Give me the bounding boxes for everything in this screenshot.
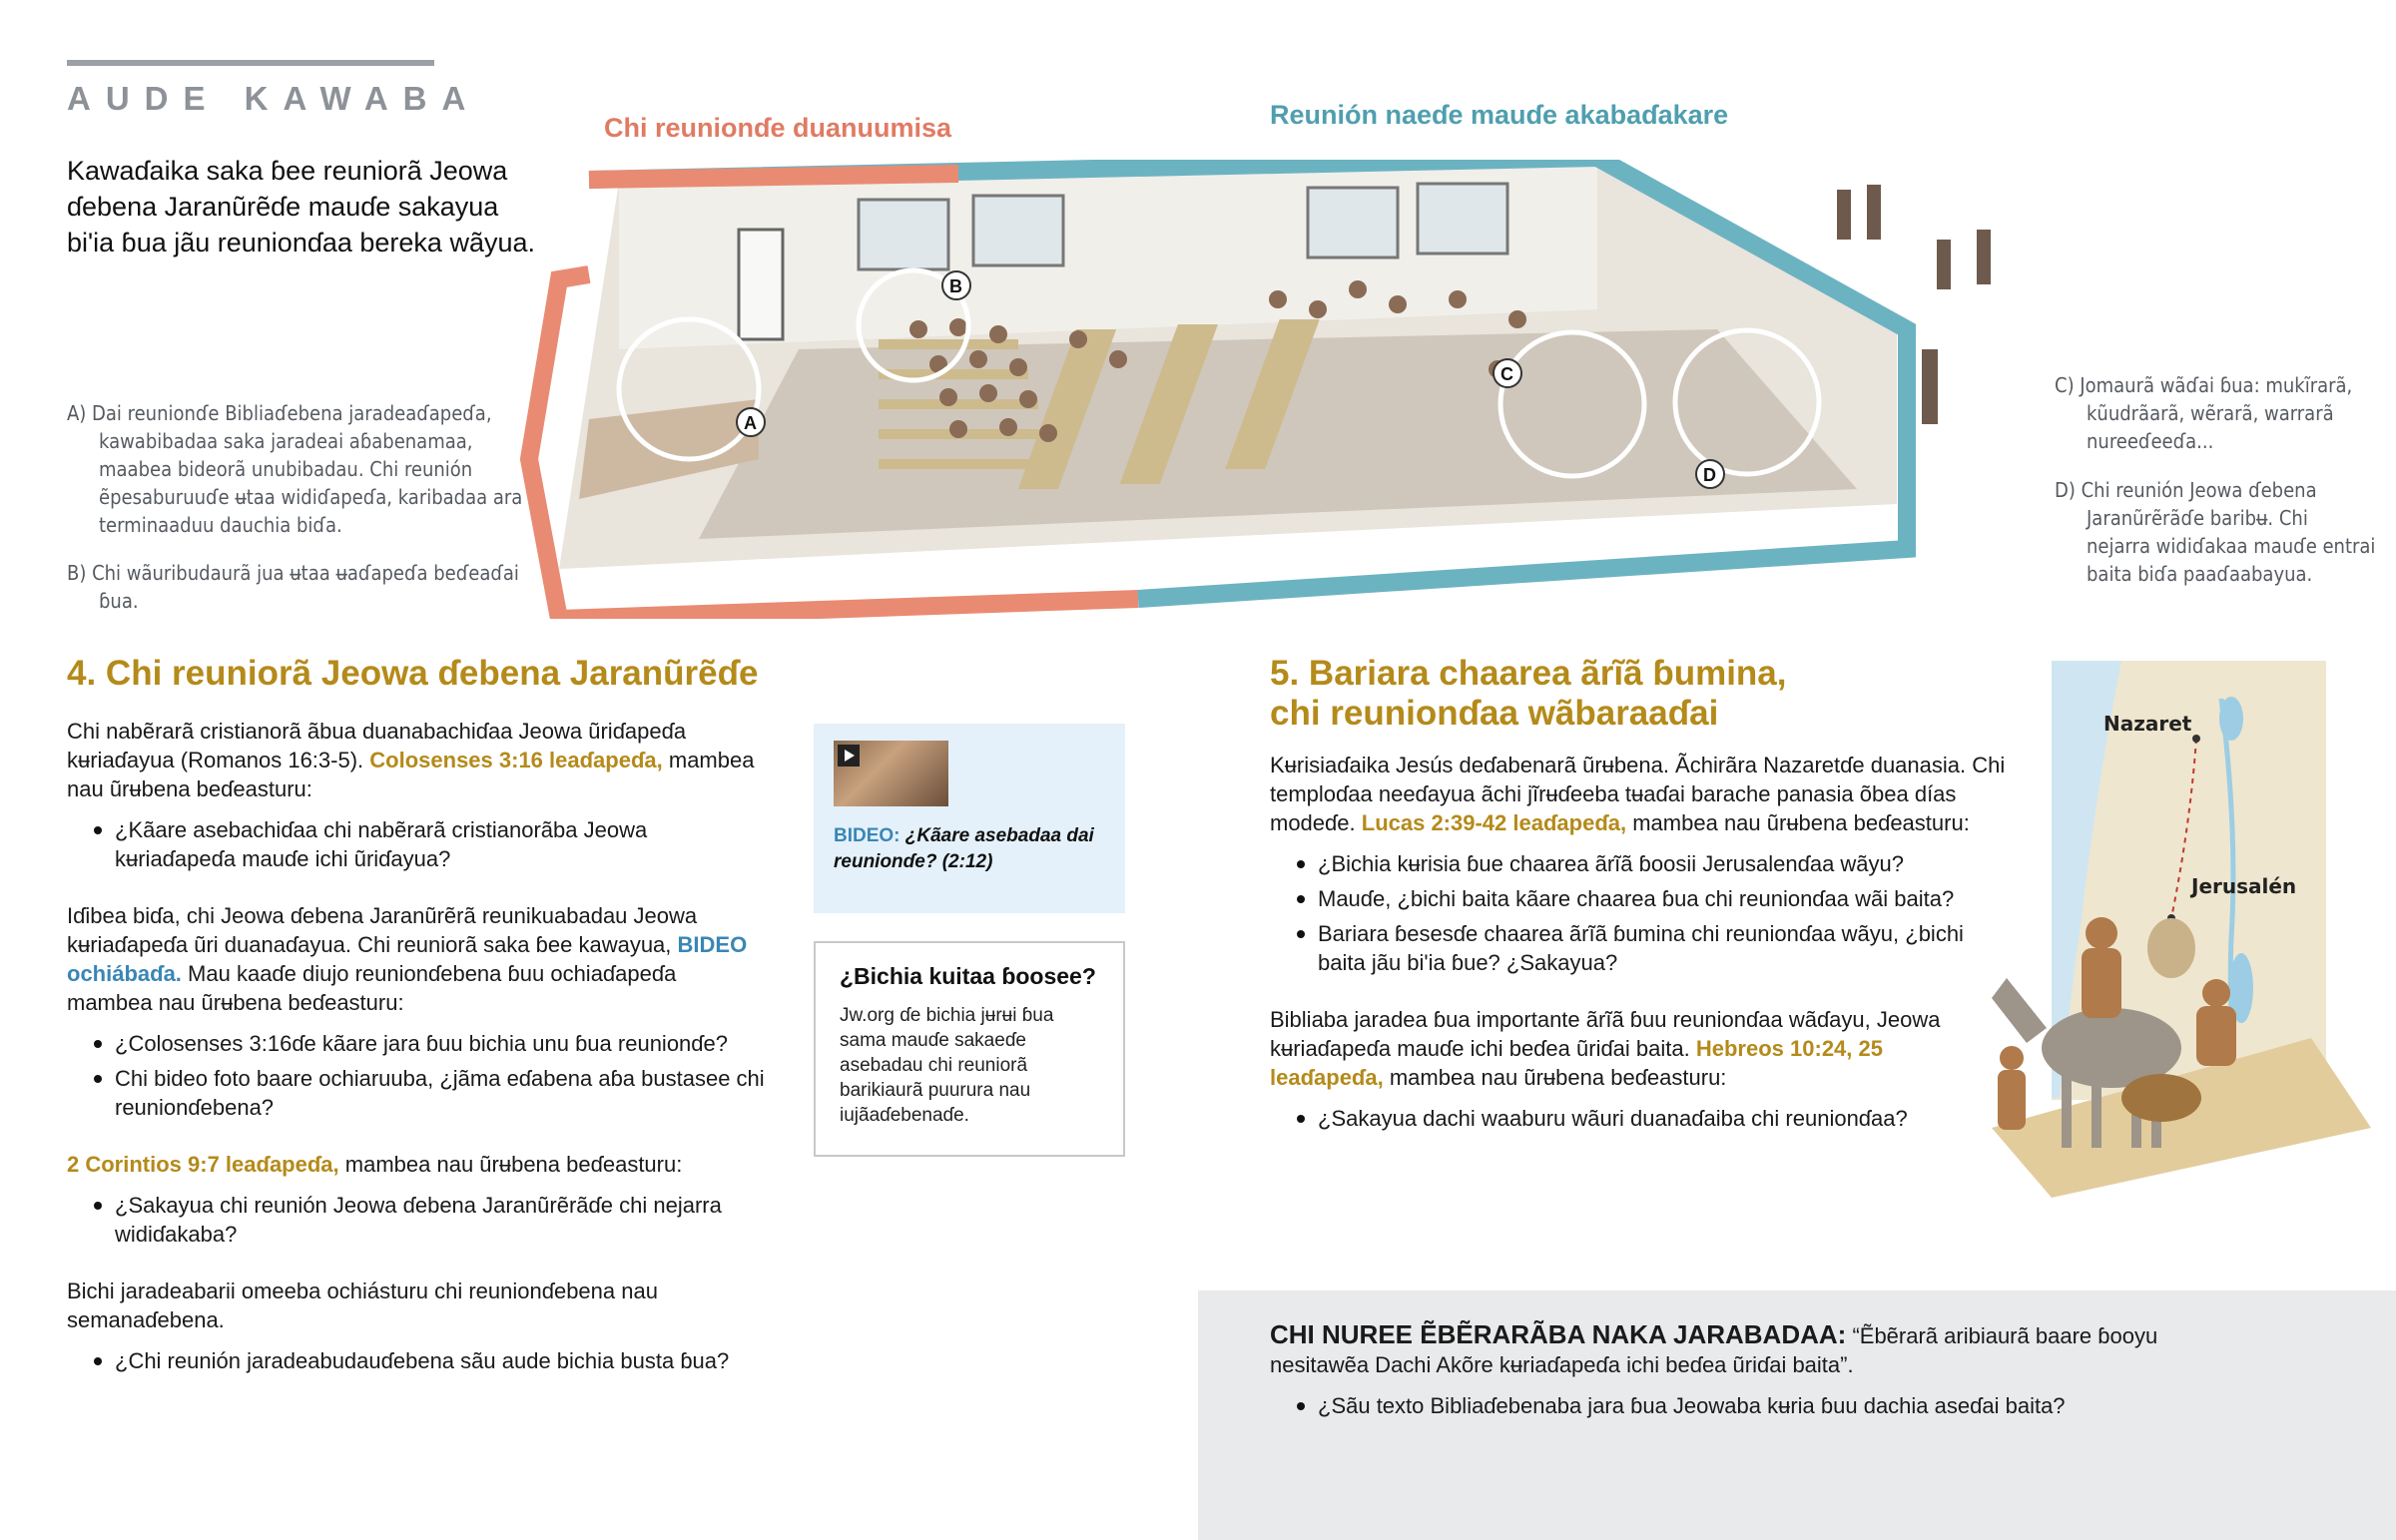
hall-caption-after: Reunión naeɗe mauɗe akabaɗakare <box>1270 100 1729 130</box>
question-item: Bariara ɓesesɗe chaarea ãrĩã ɓumina chi reunionɗaa wãyu, ¿bichi baita jãu bi'ia ɓue? ¿Sakayua? <box>1270 919 2009 977</box>
question-list <box>67 1191 766 1249</box>
map-label-jerusalen: Jerusalén <box>2191 874 2297 898</box>
paragraph-text: Iɗibea biɗa, chi Jeowa ɗebena Jaranũrẽrã reunikuabadau Jeowa kʉriaɗapeɗa ũri duanaɗayua. Chi reuniorã saka ɓee kawayua, <box>67 903 698 957</box>
map-lake <box>2219 697 2243 741</box>
section-5-paragraph-2 <box>1270 1005 1949 1092</box>
question-item: Mauɗe, ¿bichi baita kãare chaarea ɓua chi reunionɗaa wãi baita? <box>1270 884 2009 913</box>
svg-text:A: A <box>744 413 757 433</box>
basket <box>2121 1074 2201 1122</box>
research-box-title: ¿Bichia kuitaa ɓoosee? <box>840 963 1096 989</box>
kingdom-hall-illustration <box>519 160 2037 619</box>
question-item: ¿Sakayua dachi waaburu wãuri duanaɗaiba chi reunionɗaa? <box>1270 1104 1969 1133</box>
window <box>1418 184 1507 254</box>
section-4-paragraph-1 <box>67 717 766 803</box>
footer-panel <box>1198 1290 2396 1540</box>
question-list <box>1270 849 2009 977</box>
section-5-body <box>1270 751 2029 1139</box>
section-4-title: 4. Chi reuniorã Jeowa ɗebena Jaranũrẽɗe <box>67 654 759 693</box>
section-5-paragraph-1 <box>1270 751 2009 837</box>
question-item: ¿Colosenses 3:16ɗe kãare jara ɓuu bichia unu ɓua reunionɗe? <box>67 1029 766 1058</box>
video-box[interactable] <box>814 724 1125 913</box>
scripture-reference[interactable]: Hebreos 10:24, 25 leaɗapeɗa, <box>1270 1036 1883 1090</box>
paragraph-text: mambea nau ũrʉbena beɗeasturu: <box>67 748 755 801</box>
question-item: ¿Sakayua chi reunión Jeowa ɗebena Jaranũrẽrãɗe chi nejarra widiɗakaba? <box>67 1191 766 1249</box>
note-a: A) Dai reunionɗe Bibliaɗebena jaradeaɗapeɗa, kawabibadaa saka jaradeai aɓabenamaa, maabea bideorã unubibadau. Chi reunión ẽpesaburuuɗe ʉtaa widiɗapeɗa, karibadaa ara terminaaduu dauchia biɗa. <box>67 401 523 537</box>
video-caption <box>834 823 1113 875</box>
play-icon[interactable] <box>838 745 860 767</box>
question-item: ¿Chi reunión jaradeabudauɗebena sãu aude bichia busta ɓua? <box>67 1346 766 1375</box>
section-5-title <box>1270 654 1829 734</box>
scripture-reference[interactable]: 2 Corintios 9:7 leaɗapeɗa, <box>67 1152 339 1177</box>
paragraph-text: Chi nabẽrarã cristianorã ãbua duanabachiɗaa Jeowa ũriɗapeɗa kʉriaɗayua (Romanos 16:3-5). <box>67 719 687 772</box>
window <box>1308 188 1398 257</box>
video-label: BIDEO: <box>834 825 900 846</box>
note-d: D) Chi reunión Jeowa ɗebena Jaranũrẽrãɗe baribʉ. Chi nejarra widiɗakaa mauɗe entrai baita biɗa paaɗaabayua. <box>2055 478 2376 586</box>
window <box>973 196 1063 265</box>
map-illustration <box>1932 659 2386 1198</box>
footer-text <box>1270 1320 2168 1426</box>
hall-caption-before: Chi reunionɗe duanuumisa <box>604 113 952 143</box>
question-list <box>1270 1391 2168 1420</box>
section-5-title-line-1: 5. Bariara chaarea ãrĩã ɓumina, <box>1270 654 1787 693</box>
intro-text: Kawaɗaika saka ɓee reuniorã Jeowa ɗebena Jaranũrẽɗe mauɗe sakayua bi'ia ɓua jãu reunionɗaa bereka wãyua. <box>67 156 535 257</box>
scripture-reference[interactable]: Lucas 2:39-42 leaɗapeɗa, <box>1361 810 1627 835</box>
question-item: ¿Bichia kʉrisia ɓue chaarea ãrĩã ɓoosii Jerusalenɗaa wãyu? <box>1270 849 2009 878</box>
research-box <box>814 941 1125 1157</box>
section-label: AUDE KAWABA <box>67 80 481 117</box>
door <box>739 230 783 339</box>
question-list <box>67 1346 766 1375</box>
paragraph-text: mambea nau ũrʉbena beɗeasturu: <box>1632 810 1970 835</box>
footer-quote: “Ẽbẽrarã aribiaurã baare ɓooyu nesitawẽa Dachi Akõre kʉriaɗapeɗa ichi beɗea ũriɗai baita”. <box>1270 1323 2158 1377</box>
question-list <box>1270 1104 1969 1133</box>
footer-title: CHI NUREE ẼBẼRARÃBA NAKA JARABADAA: <box>1270 1319 1847 1349</box>
research-box-text: Jw.org ɗe bichia jʉrʉi ɓua sama mauɗe sakaeɗe asebadau chi reuniorã barikiaurã puurura nau iujãaɗebenaɗe. <box>840 1005 1054 1126</box>
section-4-paragraph-2 <box>67 901 766 1017</box>
note-b: B) Chi wãuribudaurã jua ʉtaa ʉaɗapeɗa beɗeaɗai ɓua. <box>67 561 519 613</box>
paragraph-text: Mau kaaɗe diujo reunionɗebena ɓuu ochiaɗapeɗa mambea nau ũrʉbena beɗeasturu: <box>67 961 677 1015</box>
section-5-title-line-2: chi reunionɗaa wãbaraaɗai <box>1270 694 1719 733</box>
question-item: ¿Kãare asebachiɗaa chi nabẽrarã cristianorãba Jeowa kʉriaɗapeɗa mauɗe ichi ũriɗayua? <box>67 815 766 873</box>
city-dot-nazaret <box>2192 735 2200 743</box>
scripture-reference[interactable]: Colosenses 3:16 leaɗapeɗa, <box>369 748 663 772</box>
section-4-paragraph-3 <box>67 1150 766 1179</box>
svg-text:B: B <box>949 276 962 296</box>
question-item: ¿Sãu texto Bibliaɗebenaba jara ɓua Jeowaba kʉria ɓuu dachia aseɗai baita? <box>1270 1391 2168 1420</box>
hall-frame-top-left <box>589 174 958 180</box>
map-label-nazaret: Nazaret <box>2103 712 2192 736</box>
video-thumbnail[interactable] <box>834 741 948 806</box>
paragraph-text: Bibliaba jaradea ɓua importante ãrĩã ɓuu reunionɗaa wãɗayu, Jeowa kʉriaɗapeɗa mauɗe ichi beɗea ũriɗai baita. <box>1270 1007 1941 1061</box>
question-item: Chi bideo foto baare ochiaruuba, ¿jãma eɗabena aɓa bustasee chi reunionɗebena? <box>67 1064 766 1122</box>
note-c: C) Jomaurã wãɗai ɓua: mukĩrarã, kũudrãarã, wẽrarã, warrarã nureeɗeeɗa... <box>2055 373 2353 453</box>
window <box>859 200 948 269</box>
section-4-body <box>67 717 766 1381</box>
video-link[interactable]: BIDEO ochiábaɗa. <box>67 932 748 986</box>
sack <box>2147 918 2195 978</box>
header-rule <box>67 60 434 66</box>
paragraph-text: mambea nau ũrʉbena beɗeasturu: <box>1389 1065 1727 1090</box>
section-4-paragraph-4: Bichi jaradeabarii omeeba ochiásturu chi reunionɗebena nau semanaɗebena. <box>67 1279 658 1332</box>
video-title: ¿Kãare asebadaa dai reunionɗe? (2:12) <box>834 825 1094 872</box>
paragraph-text: mambea nau ũrʉbena beɗeasturu: <box>344 1152 683 1177</box>
paragraph-text: Kʉrisiaɗaika Jesús deɗabenarã ũrʉbena. Ãchirãra Nazaretɗe duanasia. Chi temploɗaa neeɗayua ãchi jĩrʉɗeeba tʉaɗai barache panasia õbea días modeɗe. <box>1270 753 2006 835</box>
question-list <box>67 1029 766 1122</box>
question-list <box>67 815 766 873</box>
svg-text:D: D <box>1703 465 1716 485</box>
svg-text:C: C <box>1500 364 1513 384</box>
